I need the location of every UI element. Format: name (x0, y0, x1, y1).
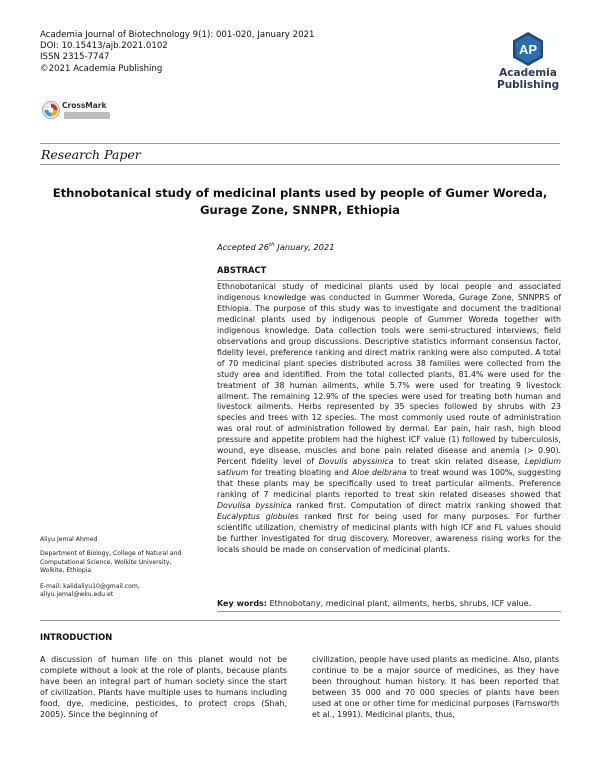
accepted-sup: th (269, 242, 275, 249)
author-block (40, 536, 190, 599)
species-name: Dovulisa byssinica (217, 501, 292, 511)
keywords (217, 598, 561, 609)
publisher-name-line1: Academia (499, 67, 557, 79)
species-name: Aloe deibrana (351, 468, 407, 478)
section-divider (40, 164, 560, 165)
author-affiliation: Department of Biology, College of Natural and Computational Science, Wolkite University, Wolkite, Ethiopia (40, 550, 182, 575)
accepted-suffix: January, 2021 (274, 242, 335, 252)
accepted-prefix: Accepted 26 (217, 242, 269, 252)
journal-meta (40, 30, 315, 75)
header-divider (40, 143, 560, 144)
article-title-line2: Gurage Zone, SNNPR, Ethiopia (199, 203, 401, 217)
crossmark-label: CrossMark (62, 101, 107, 110)
journal-copyright: ©2021 Academia Publishing (40, 63, 163, 74)
publisher-logo-icon (510, 31, 546, 67)
journal-citation: Academia Journal of Biotechnology 9(1): 001-020, January 2021 (40, 30, 315, 40)
intro-divider (40, 620, 560, 621)
author-email[interactable]: E-mail: kalidaliyu10@gmail.com, aliyu.jemal@wku.edu.et (40, 582, 140, 599)
introduction-left-column: A discussion of human life on this planet would not be complete without a look at the role of plants, because plants have been an integral part of human society since the start of civilization. Plants have multiple uses to humans including food, dye, medicine, pesticides, to protect crops (Shah, 2005). Since the beginning of (40, 655, 287, 720)
accepted-date (217, 242, 335, 252)
article-title-line1: Ethnobotanical study of medicinal plants used by people of Gumer Woreda, (52, 186, 548, 200)
article-title (50, 185, 550, 219)
publisher-name-line2: Publishing (497, 79, 560, 91)
author-name: Aliyu Jemal Ahmed (40, 536, 98, 543)
section-label: Research Paper (41, 147, 141, 162)
abstract-text-4: to treat wound was 100%, suggesting that these plants may be specifically used to treat particular ailments. Preference ranking of 7 medicinal plants reported to treat skin related diseases showed that (217, 468, 562, 500)
species-name: Lepidium sativum (217, 457, 561, 478)
keywords-label: Key words: (217, 599, 268, 608)
introduction-heading: INTRODUCTION (40, 632, 113, 642)
introduction-right-column: civilization, people have used plants as medicine. Also, plants continue to be a major source of medicines, as they have been throughout human history. It has been reported that between 35 000 and 70 000 species of plants have been used at one or other time for medicinal purposes (Farnsworth et al., 1991). Medicinal plants, thus, (312, 655, 559, 720)
abstract-text-5: ranked first. Computation of direct matrix ranking showed that (291, 501, 561, 511)
crossmark-check-bar (64, 112, 110, 119)
publisher-logo[interactable] (497, 31, 559, 91)
species-name: Eucalyptus globules (217, 512, 299, 522)
publisher-logo-letters: AP (518, 42, 538, 57)
abstract-text-6: ranked first for being used for many purposes. For further scientific utilization, chemistry of medicinal plants with high ICF and FL values should be further investigated for drug discovery. Moreover, awareness rising works for the locals should be made on conservation of medicinal plants. (217, 512, 561, 554)
abstract-body (217, 282, 561, 556)
journal-issn: ISSN 2315-7747 (40, 52, 110, 63)
abstract-text-3: for treating bloating and (248, 468, 352, 478)
abstract-text-1: Ethnobotanical study of medicinal plants used by local people and associated indigenous knowledge was conducted in Gummer Woreda, Gurage Zone, SNNPRS of Ethiopia. The purpose of this study was to investigate and document the traditional medicinal plants used by indigenous people of Gummer Woreda together with indigenous knowledge. Data collection tools were semi-structured interviews, field observations and group discussions. Descriptive statistics informant consensus factor, fidelity level, preference ranking and direct matrix ranking were also computed. A total of 70 medicinal plant species distributed across 38 families were collected from the study area and identified. From the total collected plants, 81.4% were used for the treatment of 38 human ailments, while 5.7% were used for treating 9 livestock ailment. The remaining 12.9% of the species were used for treating both human and livestock ailments. Herbs represented by 35 species followed by shrubs with 23 species and trees with 12 species. The most commonly used route of administration was oral rout of administration followed by dermal. Ear pain, hair rash, high blood pressure and appetite problem had the highest ICF value (1) followed by tuberculosis, wound, eye disease, muscles and bone pain related disease and anemia (> 0.90). Percent fidelity level of (217, 282, 561, 467)
abstract-text-2: to treat skin related disease, (393, 457, 525, 467)
crossmark-badge[interactable] (42, 99, 114, 125)
keywords-text: Ethnobotany, medicinal plant, ailments, herbs, shrubs, ICF value. (267, 599, 532, 608)
journal-doi: DOI: 10.15413/ajb.2021.0102 (40, 41, 168, 52)
abstract-heading: ABSTRACT (217, 265, 267, 275)
species-name: Dovulis abyssinica (318, 457, 394, 467)
crossmark-icon (42, 101, 60, 119)
